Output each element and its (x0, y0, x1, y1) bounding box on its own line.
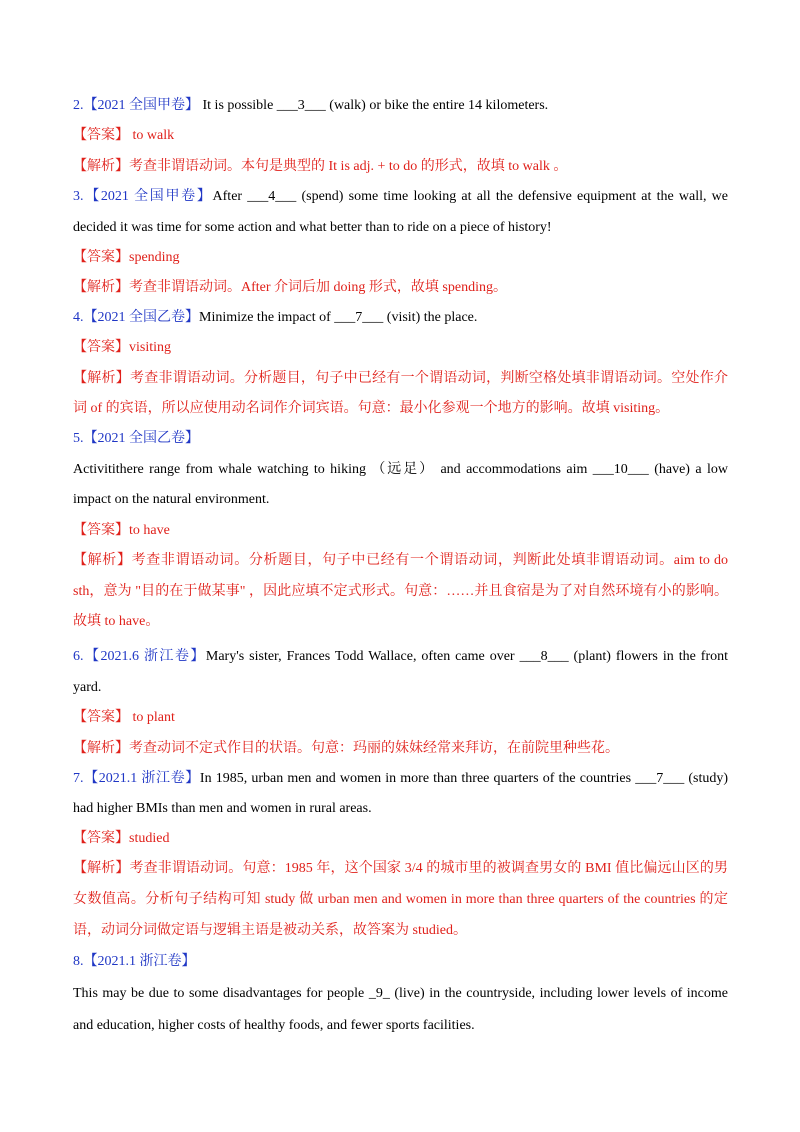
question-source: 【2021 全国甲卷】 (83, 189, 213, 204)
question-text: Minimize the impact of (199, 310, 335, 325)
question-8-line2: and education, higher costs of healthy foods, and fewer sports facilities. (73, 1018, 475, 1033)
answer-text: spending (129, 250, 180, 265)
answer-label: 【答案】 (73, 250, 129, 265)
analysis-3 (73, 278, 728, 298)
analysis-4-line2: 词 of 的宾语，所以应使用动名词作介词宾语。句意：最小化参观一个地方的影响。故填 visiting。 (73, 401, 670, 416)
question-number: 5. (73, 431, 84, 446)
answer-text: studied (129, 831, 170, 846)
question-5 (73, 429, 728, 449)
question-text: This may be due to some disadvantages for people (73, 986, 369, 1001)
question-text: After (212, 189, 248, 204)
question-number: 3. (73, 189, 84, 204)
analysis-text: 考查非谓语动词。本句是典型的 It is adj. + to do 的形式，故填 to walk 。 (129, 159, 568, 174)
answer-label: 【答案】 (73, 128, 129, 143)
question-2 (73, 96, 728, 116)
answer-6 (73, 708, 728, 728)
analysis-5 (73, 551, 728, 571)
analysis-2 (73, 157, 728, 177)
answer-label: 【答案】 (73, 831, 129, 846)
question-source: 【2021 全国乙卷】 (83, 431, 199, 446)
analysis-7-line3: 语，动词分词做定语与逻辑主语是被动关系，故答案为 studied。 (73, 923, 467, 938)
question-text: (study) (684, 771, 728, 786)
analysis-text: 考查非谓语动词。After 介词后加 doing 形式，故填 spending。 (129, 280, 507, 295)
analysis-label: 【解析】 (73, 159, 129, 174)
question-source: 【2021.1 浙江卷】 (83, 771, 200, 786)
question-7-line2: had higher BMIs than men and women in rural areas. (73, 801, 372, 816)
question-8-line1 (73, 984, 728, 1004)
question-blank: ___8___ (519, 649, 569, 664)
analysis-text: 考查动词不定式作目的状语。句意：玛丽的妹妹经常来拜访，在前院里种些花。 (129, 741, 619, 756)
question-blank: ___3___ (276, 98, 326, 113)
analysis-5-line3: 故填 to have。 (73, 614, 160, 629)
question-number: 8. (73, 954, 84, 969)
analysis-text: 考查非谓语动词。句意：1985 年，这个国家 3/4 的城市里的被调查男女的 BMI 值比偏远山区的男 (129, 861, 728, 876)
question-5-line2: impact on the natural environment. (73, 492, 270, 507)
question-source: 【2021.1 浙江卷】 (83, 954, 196, 969)
question-source: 【2021 全国甲卷】 (83, 98, 199, 113)
answer-5 (73, 521, 728, 541)
question-blank: ___10___ (592, 462, 649, 477)
analysis-4 (73, 369, 728, 389)
answer-text: visiting (129, 340, 172, 355)
answer-2 (73, 126, 728, 146)
analysis-label: 【解析】 (73, 861, 130, 876)
question-text: (spend) some time looking at all the defensive equipment at the wall, we (296, 189, 729, 204)
answer-label: 【答案】 (73, 710, 129, 725)
answer-7 (73, 829, 728, 849)
analysis-text: 考查非谓语动词。分析题目，句子中已经有一个谓语动词，判断空格处填非谓语动词。空处作介 (129, 371, 729, 386)
question-number: 7. (73, 771, 84, 786)
question-8 (73, 952, 728, 972)
question-3 (73, 187, 728, 207)
answer-4 (73, 338, 728, 358)
analysis-7 (73, 859, 728, 879)
question-source: 【2021.6 浙江卷】 (83, 649, 206, 664)
question-text: (live) in the countryside, including lower levels of income (389, 986, 728, 1001)
question-text: (plant) flowers in the front (568, 649, 728, 664)
answer-3 (73, 248, 728, 268)
question-text: (walk) or bike the entire 14 kilometers. (325, 98, 549, 113)
analysis-label: 【解析】 (73, 741, 129, 756)
analysis-label: 【解析】 (73, 280, 129, 295)
question-text: (have) a low (648, 462, 728, 477)
analysis-text: 考查非谓语动词。分析题目，句子中已经有一个谓语动词，判断此处填非谓语动词。aim to do (131, 553, 729, 568)
question-6-line2: yard. (73, 680, 102, 695)
question-blank: _9_ (368, 986, 390, 1001)
question-number: 4. (73, 310, 84, 325)
question-number: 2. (73, 98, 84, 113)
analysis-label: 【解析】 (73, 371, 130, 386)
question-6 (73, 647, 728, 667)
question-text: It is possible (199, 98, 277, 113)
question-7 (73, 769, 728, 789)
question-number: 6. (73, 649, 84, 664)
answer-text: to plant (129, 710, 175, 725)
question-5-line1 (73, 460, 728, 480)
analysis-5-line2: sth，意为 "目的在于做某事" ，因此应填不定式形式。句意：……并且食宿是为了对自然环境有小的影响。 (73, 584, 728, 599)
answer-text: to have (129, 523, 170, 538)
answer-text: to walk (129, 128, 175, 143)
question-text: In 1985, urban men and women in more than three quarters of the countries (199, 771, 636, 786)
question-source: 【2021 全国乙卷】 (83, 310, 199, 325)
answer-label: 【答案】 (73, 523, 129, 538)
question-blank: ___7___ (334, 310, 384, 325)
question-4 (73, 308, 728, 328)
analysis-6 (73, 739, 728, 759)
answer-label: 【答案】 (73, 340, 129, 355)
analysis-label: 【解析】 (73, 553, 132, 568)
analysis-7-line2: 女数值高。分析句子结构可知 study 做 urban men and women in more than three quarters of the countries 的定 (73, 892, 728, 907)
question-3-line2: decided it was time for some action and what better than to ride on a piece of history! (73, 220, 552, 235)
question-blank: ___4___ (247, 189, 297, 204)
question-text: (visit) the place. (383, 310, 478, 325)
question-blank: ___7___ (635, 771, 685, 786)
question-text: Activitithere range from whale watching to hiking （远足） and accommodations aim (73, 462, 593, 477)
question-text: Mary's sister, Frances Todd Wallace, often came over (205, 649, 520, 664)
